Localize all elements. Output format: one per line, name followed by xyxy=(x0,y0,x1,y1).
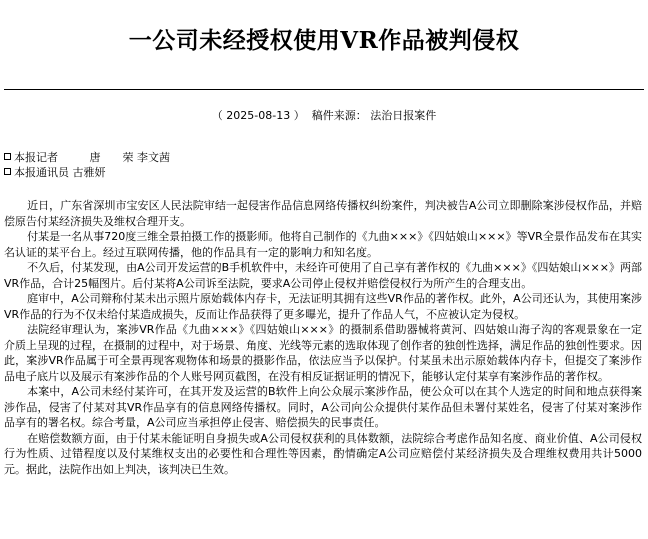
article-paragraph: 本案中，A公司未经付某许可，在其开发及运营的B软件上向公众展示案涉作品，使公众可以在其个人选定的时间和地点获得案涉作品，侵害了付某对其VR作品享有的信息网络传播权。同时，A公司向公众提供付某作品但未署付某姓名，侵害了付某对案涉作品享有的署名权。综合考量，A公司应当承担停止侵害、赔偿损失的民事责任。 xyxy=(4,385,642,429)
reporter-names: 古雅妍 xyxy=(72,166,106,179)
article-title: 一公司未经授权使用VR作品被判侵权 xyxy=(128,27,520,54)
source-label: 稿件来源： xyxy=(311,109,367,122)
reporter-names: 唐 荣 李文茜 xyxy=(89,151,170,164)
article-source: 法治日报案件 xyxy=(370,109,437,122)
article-paragraph: 付某是一名从事720度三维全景拍摄工作的摄影师。他将自己制作的《九曲×××》《四姑娘山×××》等VR全景作品发布在其实名认证的某平台上。经过互联网传播，他的作品具有一定的影响力和知名度。 xyxy=(4,230,642,259)
article-body xyxy=(4,198,642,477)
article-paragraph: 近日，广东省深圳市宝安区人民法院审结一起侵害作品信息网络传播权纠纷案件，判决被告A公司立即删除案涉侵权作品，并赔偿原告付某经济损失及维权合理开支。 xyxy=(4,199,642,228)
title-divider xyxy=(4,89,644,90)
reporter-label: 本报通讯员 xyxy=(14,166,69,179)
square-bullet-icon xyxy=(4,168,11,175)
meta-close-paren: ） xyxy=(293,109,305,122)
article-meta xyxy=(0,107,648,123)
reporter-label: 本报记者 xyxy=(14,151,58,164)
reporter-line xyxy=(4,150,170,165)
article-paragraph: 法院经审理认为，案涉VR作品《九曲×××》《四姑娘山×××》的摄制系借助器械将黄河、四姑娘山海子沟的客观景象在一定介质上呈现的过程，在摄制的过程中，对于场景、角度、光线等元素的选取体现了创作者的独创性选择，满足作品的独创性要求。因此，案涉VR作品属于可全景再现客观物体和场景的摄影作品，依法应当予以保护。付某虽未出示原始载体内存卡，但提交了案涉作品电子底片以及展示有案涉作品的个人账号网页截图，在没有相反证据证明的情况下，能够认定付某享有案涉作品的著作权。 xyxy=(4,323,642,383)
article-paragraph: 庭审中，A公司辩称付某未出示照片原始载体内存卡，无法证明其拥有这些VR作品的著作权。此外，A公司还认为，其使用案涉VR作品的行为不仅未给付某造成损失，反而让作品获得了更多曝光，提升了作品人气，不应被认定为侵权。 xyxy=(4,292,642,321)
reporter-list xyxy=(4,150,170,180)
article-paragraph: 不久后，付某发现，由A公司开发运营的B手机软件中，未经许可使用了自己享有著作权的《九曲×××》《四姑娘山×××》两部VR作品，合计25幅图片。后付某将A公司诉至法院，要求A公司停止侵权并赔偿侵权行为所产生的合理支出。 xyxy=(4,261,642,290)
reporter-line xyxy=(4,165,170,180)
meta-open-paren: （ xyxy=(211,109,223,122)
article-paragraph: 在赔偿数额方面，由于付某未能证明自身损失或A公司侵权获利的具体数额，法院综合考虑作品知名度、商业价值、A公司侵权行为性质、过错程度以及付某维权支出的必要性和合理性等因素，酌情确定A公司应赔偿付某经济损失及合理维权费用共计5000元。据此，法院作出如上判决，该判决已生效。 xyxy=(4,431,642,476)
publish-date: 2025-08-13 xyxy=(226,109,291,122)
square-bullet-icon xyxy=(4,153,11,160)
